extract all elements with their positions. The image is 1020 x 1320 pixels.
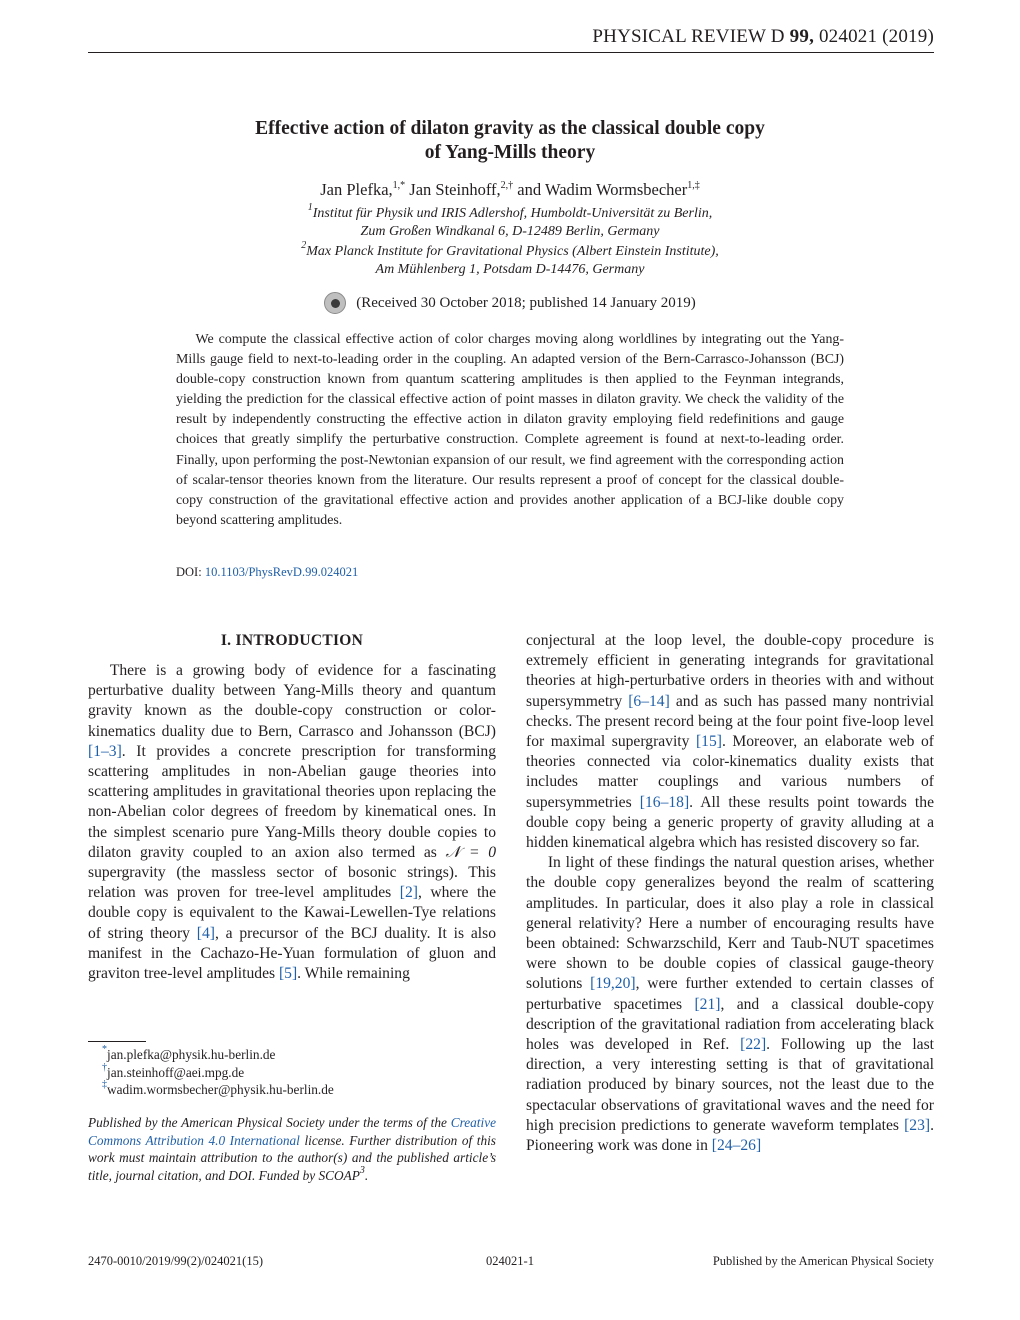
footnote-email: wadim.wormsbecher@physik.hu-berlin.de [107,1082,334,1097]
citation-link[interactable]: [23] [904,1116,931,1134]
affiliation-mark: 1 [307,202,313,213]
received-dates-row [140,292,880,314]
license-sup: 3 [359,1164,365,1176]
body-text: In light of these findings the natural question arises, whether the double copy generalizes beyond the realm of scattering amplitudes. In particular, does it also play a role in classical general relativity? Here a number of encouraging results have been obtained: Schwarzschild, Kerr and Taub-NUT spacetimes were shown to be double copies of classical gauge-theory solutions [526,854,934,993]
footnote-mark[interactable]: ‡ [102,1079,107,1090]
footnote-mark[interactable]: * [102,1044,107,1055]
body-text: . All these results point towards the double copy being a generic property of gravity alluding at a hidden kinematical algebra which has resisted discovery so far. [526,793,934,852]
citation-link[interactable]: [16–18] [639,793,690,811]
body-text: , were further extended to certain classes of perturbative spacetimes [526,975,934,1013]
journal-header [88,26,934,48]
math-symbol: 𝒩 = 0 [445,843,496,861]
citation-link[interactable]: [21] [694,995,721,1013]
footnote-1 [102,1046,275,1063]
license-text: license. Further distribution of this work must maintain attribution to the author(s) and the published article’s title, journal citation, and DOI. Funded by SCOAP [88,1132,496,1183]
citation-link[interactable]: [22] [740,1036,767,1054]
author-name: Jan Plefka, [320,180,393,199]
affiliation-line: Zum Großen Windkanal 6, D-12489 Berlin, Germany [360,224,660,239]
doi-link[interactable]: 10.1103/PhysRevD.99.024021 [204,565,359,579]
citation-link[interactable]: [19,20] [590,975,636,993]
body-text: , where the double copy is equivalent to the Kawai-Lewellen-Tye relations of string theory [88,884,497,942]
journal-volume: 99, [789,26,815,47]
license-notice [88,1114,496,1184]
footnote-rule [88,1041,146,1042]
crossmark-icon[interactable] [324,292,346,314]
license-link[interactable]: Creative Commons Attribution 4.0 International [88,1115,496,1148]
intro-column-right [526,631,934,1156]
citation-link[interactable]: [24–26] [711,1137,762,1155]
footnote-3 [102,1081,334,1098]
body-text: , a precursor of the BCJ duality. It is also manifest in the Cachazo-He-Yuan formulation of gluon and graviton tree-level amplitudes [88,924,496,983]
footnote-email: jan.plefka@physik.hu-berlin.de [107,1047,276,1062]
author-affil-mark: 2,† [500,180,514,191]
affiliation-line: Max Planck Institute for Gravitational Physics (Albert Einstein Institute), [306,244,719,259]
received-dates: (Received 30 October 2018; published 14 January 2019) [356,294,696,311]
citation-link[interactable]: [4] [196,924,215,942]
body-text: conjectural at the loop level, the double-copy procedure is extremely efficient in generating integrands for gravitational theories at high-perturbative orders in theories with and without supersymmetry [526,632,934,710]
footnote-2 [102,1064,244,1081]
footer-publisher: Published by the American Physical Society [712,1254,934,1268]
affiliation-mark: 2 [301,240,307,251]
affiliation-line: Am Mühlenberg 1, Potsdam D-14476, Germany [375,262,645,277]
license-text: Published by the American Physical Society under the terms of the [88,1115,451,1130]
doi-label: DOI: [176,565,202,579]
section-heading: I. INTRODUCTION [220,632,364,649]
abstract: We compute the classical effective action of color charges moving along worldlines by integrating out the Yang-Mills gauge field to next-to-leading order in the coupling. An adapted version of the Bern-Carrasco-Johansson (BCJ) double-copy construction known from quantum scattering amplitudes is then applied to the Feynman integrands, yielding the prediction for the classical effective action of point masses in dilaton gravity. We check the validity of the result by independently constructing the effective action in dilaton gravity employing field redefinitions and gauge choices that greatly simplify the perturbative construction. Complete agreement is found at next-to-leading order. Finally, upon performing the post-Newtonian expansion of our result, we find agreement with the corresponding action of scalar-tensor theories known from the literature. Our results represent a proof of concept for the classical double-copy construction of the gravitational effective action and provides another application of a BCJ-like double copy beyond scattering amplitudes. [176,332,844,528]
header-rule [88,52,934,53]
citation-link[interactable]: [15] [695,733,722,751]
body-text: . While remaining [297,965,410,983]
journal-name: PHYSICAL REVIEW D [592,26,785,47]
footnote-email: jan.steinhoff@aei.mpg.de [107,1065,245,1080]
body-text: , and a classical double-copy description of the gravitational radiation from accelerating black holes was developed in Ref. [526,995,934,1054]
footnote-mark[interactable]: † [102,1062,107,1073]
title-line-2: of Yang-Mills theory [424,142,596,163]
paper-title [140,117,880,165]
author-affil-mark: 1,‡ [687,180,700,191]
author-affil-mark: 1,* [392,180,406,191]
body-text: . It provides a concrete prescription for transforming scattering amplitudes in non-Abelian gauge theories into scattering amplitudes in gravitational theories upon replacing the non-Abelian color degrees of freedom by kinematical ones. In the simplest scenario pure Yang-Mills theory double copies to dilaton gravity coupled to an axion also termed as [88,742,496,861]
footer-issn: 2470-0010/2019/99(2)/024021(15) [88,1254,263,1268]
body-text: . Moreover, an elaborate web of theories connected via color-kinematics duality exists that includes matter couplings and various numbers of supersymmetries [526,733,934,811]
body-text: supergravity (the massless sector of bosonic strings). This relation was proven for tree-level amplitudes [88,864,496,902]
author-name: Jan Steinhoff, [409,180,501,199]
body-text: There is a growing body of evidence for a fascinating perturbative duality between Yang-Mills theory and quantum gravity known as the double-copy construction or color-kinematics duality due to Bern, Carrasco and Johansson (BCJ) [88,662,496,740]
article-number: 024021 (2019) [818,26,934,47]
doi-row [176,565,358,580]
author-list [140,180,880,200]
citation-link[interactable]: [2] [399,884,418,902]
citation-link[interactable]: [5] [278,965,298,983]
citation-link[interactable]: [6–14] [628,692,670,710]
citation-link[interactable]: [1–3] [88,742,122,760]
intro-paragraph [526,631,934,853]
affiliation-1 [140,202,880,241]
affiliation-line: Institut für Physik und IRIS Adlershof, Humboldt-Universität zu Berlin, [312,206,713,221]
body-text: . Pioneering work was done in [526,1116,934,1155]
body-text: and as such has passed many nontrivial checks. The present record being at the four point five-loop level for maximal supergravity [526,692,934,751]
license-text: . [364,1167,369,1183]
body-text: . Following up the last direction, a very interesting setting is that of gravitational radiation produced by binary sources, not the least due to the spectacular observations of gravitational waves and the need for high precision predictions to generate waveform templates [526,1036,934,1134]
author-conjunction: and [517,180,542,199]
affiliation-2 [140,240,880,279]
intro-paragraph [526,853,934,1156]
title-line-1: Effective action of dilaton gravity as the classical double copy [255,118,765,139]
intro-paragraph-left [88,661,496,984]
footer-page-number: 024021-1 [486,1254,534,1268]
author-name: Wadim Wormsbecher [544,180,688,199]
